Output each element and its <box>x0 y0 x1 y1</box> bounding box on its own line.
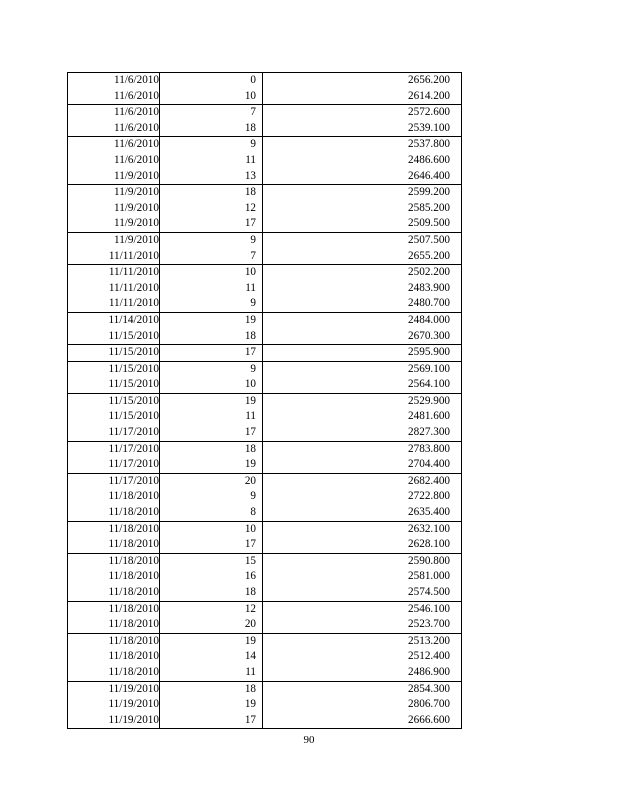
date-cell: 11/17/2010 <box>68 425 160 441</box>
table-row <box>68 345 462 362</box>
count-cell: 17 <box>160 425 263 441</box>
date-cell: 11/17/2010 <box>68 441 160 457</box>
date-cell: 11/6/2010 <box>68 89 160 105</box>
count-cell: 11 <box>160 281 263 297</box>
count-cell: 18 <box>160 441 263 457</box>
date-cell: 11/17/2010 <box>68 473 160 489</box>
count-cell: 9 <box>160 137 263 153</box>
count-cell: 18 <box>160 121 263 137</box>
count-cell: 17 <box>160 345 263 362</box>
value-cell: 2569.100 <box>263 361 462 377</box>
value-cell: 2483.900 <box>263 281 462 297</box>
table-row <box>68 296 462 312</box>
table-row <box>68 569 462 585</box>
table-row <box>68 553 462 569</box>
date-cell: 11/18/2010 <box>68 569 160 585</box>
table-row <box>68 633 462 649</box>
date-cell: 11/11/2010 <box>68 296 160 312</box>
table-row <box>68 473 462 489</box>
count-cell: 9 <box>160 361 263 377</box>
count-cell: 18 <box>160 329 263 345</box>
value-cell: 2509.500 <box>263 216 462 232</box>
date-cell: 11/9/2010 <box>68 185 160 201</box>
count-cell: 17 <box>160 537 263 553</box>
value-cell: 2481.600 <box>263 409 462 425</box>
table-row <box>68 457 462 473</box>
table-row <box>68 377 462 393</box>
table-row <box>68 73 462 89</box>
count-cell: 10 <box>160 265 263 281</box>
value-cell: 2656.200 <box>263 73 462 89</box>
table-row <box>68 265 462 281</box>
count-cell: 16 <box>160 569 263 585</box>
date-cell: 11/6/2010 <box>68 153 160 169</box>
value-cell: 2507.500 <box>263 232 462 248</box>
table-row <box>68 329 462 345</box>
value-cell: 2512.400 <box>263 649 462 665</box>
date-cell: 11/6/2010 <box>68 121 160 137</box>
date-cell: 11/19/2010 <box>68 713 160 729</box>
count-cell: 17 <box>160 216 263 232</box>
page-number: 90 <box>303 734 315 746</box>
table-row <box>68 89 462 105</box>
table-row <box>68 617 462 633</box>
value-cell: 2670.300 <box>263 329 462 345</box>
value-cell: 2655.200 <box>263 249 462 265</box>
date-cell: 11/15/2010 <box>68 393 160 409</box>
table-row <box>68 121 462 137</box>
date-cell: 11/15/2010 <box>68 329 160 345</box>
date-cell: 11/11/2010 <box>68 281 160 297</box>
date-cell: 11/6/2010 <box>68 73 160 89</box>
value-cell: 2590.800 <box>263 553 462 569</box>
table-row <box>68 537 462 553</box>
table-row <box>68 185 462 201</box>
value-cell: 2827.300 <box>263 425 462 441</box>
value-cell: 2614.200 <box>263 89 462 105</box>
table-row <box>68 409 462 425</box>
date-cell: 11/9/2010 <box>68 232 160 248</box>
count-cell: 8 <box>160 505 263 521</box>
value-cell: 2599.200 <box>263 185 462 201</box>
table-row <box>68 361 462 377</box>
value-cell: 2484.000 <box>263 312 462 328</box>
value-cell: 2783.800 <box>263 441 462 457</box>
value-cell: 2635.400 <box>263 505 462 521</box>
count-cell: 12 <box>160 601 263 617</box>
table-row <box>68 169 462 185</box>
count-cell: 15 <box>160 553 263 569</box>
value-cell: 2523.700 <box>263 617 462 633</box>
value-cell: 2585.200 <box>263 201 462 217</box>
table-row <box>68 281 462 297</box>
count-cell: 10 <box>160 521 263 537</box>
count-cell: 19 <box>160 457 263 473</box>
table-row <box>68 585 462 601</box>
date-cell: 11/18/2010 <box>68 521 160 537</box>
table-row <box>68 425 462 441</box>
value-cell: 2632.100 <box>263 521 462 537</box>
table-row <box>68 201 462 217</box>
value-cell: 2529.900 <box>263 393 462 409</box>
count-cell: 12 <box>160 201 263 217</box>
table-row <box>68 312 462 328</box>
value-cell: 2513.200 <box>263 633 462 649</box>
count-cell: 10 <box>160 89 263 105</box>
count-cell: 19 <box>160 633 263 649</box>
date-cell: 11/19/2010 <box>68 681 160 697</box>
date-cell: 11/18/2010 <box>68 633 160 649</box>
date-cell: 11/9/2010 <box>68 169 160 185</box>
value-cell: 2581.000 <box>263 569 462 585</box>
count-cell: 20 <box>160 473 263 489</box>
count-cell: 9 <box>160 232 263 248</box>
date-cell: 11/18/2010 <box>68 649 160 665</box>
value-cell: 2480.700 <box>263 296 462 312</box>
data-table <box>67 72 462 729</box>
count-cell: 19 <box>160 312 263 328</box>
value-cell: 2546.100 <box>263 601 462 617</box>
table-row <box>68 105 462 121</box>
date-cell: 11/15/2010 <box>68 361 160 377</box>
date-cell: 11/6/2010 <box>68 105 160 121</box>
date-cell: 11/18/2010 <box>68 489 160 505</box>
table-row <box>68 393 462 409</box>
count-cell: 18 <box>160 185 263 201</box>
count-cell: 10 <box>160 377 263 393</box>
value-cell: 2806.700 <box>263 697 462 713</box>
value-cell: 2486.900 <box>263 665 462 681</box>
count-cell: 11 <box>160 153 263 169</box>
date-cell: 11/18/2010 <box>68 601 160 617</box>
table-row <box>68 665 462 681</box>
date-cell: 11/18/2010 <box>68 665 160 681</box>
date-cell: 11/18/2010 <box>68 585 160 601</box>
date-cell: 11/18/2010 <box>68 553 160 569</box>
count-cell: 19 <box>160 393 263 409</box>
count-cell: 13 <box>160 169 263 185</box>
value-cell: 2722.800 <box>263 489 462 505</box>
count-cell: 20 <box>160 617 263 633</box>
count-cell: 11 <box>160 409 263 425</box>
date-cell: 11/11/2010 <box>68 249 160 265</box>
table-row <box>68 489 462 505</box>
date-cell: 11/6/2010 <box>68 137 160 153</box>
date-cell: 11/17/2010 <box>68 457 160 473</box>
table-row <box>68 681 462 697</box>
table-row <box>68 505 462 521</box>
value-cell: 2574.500 <box>263 585 462 601</box>
count-cell: 18 <box>160 681 263 697</box>
value-cell: 2502.200 <box>263 265 462 281</box>
table-row <box>68 232 462 248</box>
date-cell: 11/15/2010 <box>68 409 160 425</box>
value-cell: 2537.800 <box>263 137 462 153</box>
value-cell: 2682.400 <box>263 473 462 489</box>
table-row <box>68 137 462 153</box>
value-cell: 2854.300 <box>263 681 462 697</box>
count-cell: 9 <box>160 296 263 312</box>
count-cell: 19 <box>160 697 263 713</box>
value-cell: 2539.100 <box>263 121 462 137</box>
date-cell: 11/14/2010 <box>68 312 160 328</box>
count-cell: 11 <box>160 665 263 681</box>
count-cell: 17 <box>160 713 263 729</box>
value-cell: 2704.400 <box>263 457 462 473</box>
table-body <box>68 73 462 729</box>
table-row <box>68 649 462 665</box>
date-cell: 11/9/2010 <box>68 216 160 232</box>
value-cell: 2486.600 <box>263 153 462 169</box>
date-cell: 11/19/2010 <box>68 697 160 713</box>
count-cell: 7 <box>160 105 263 121</box>
value-cell: 2595.900 <box>263 345 462 362</box>
date-cell: 11/18/2010 <box>68 537 160 553</box>
table-row <box>68 713 462 729</box>
value-cell: 2564.100 <box>263 377 462 393</box>
value-cell: 2646.400 <box>263 169 462 185</box>
table-row <box>68 601 462 617</box>
value-cell: 2666.600 <box>263 713 462 729</box>
table-row <box>68 153 462 169</box>
table-row <box>68 216 462 232</box>
date-cell: 11/15/2010 <box>68 345 160 362</box>
count-cell: 14 <box>160 649 263 665</box>
date-cell: 11/11/2010 <box>68 265 160 281</box>
table-row <box>68 441 462 457</box>
table-row <box>68 249 462 265</box>
table-row <box>68 697 462 713</box>
date-cell: 11/9/2010 <box>68 201 160 217</box>
value-cell: 2628.100 <box>263 537 462 553</box>
count-cell: 0 <box>160 73 263 89</box>
count-cell: 7 <box>160 249 263 265</box>
date-cell: 11/18/2010 <box>68 505 160 521</box>
value-cell: 2572.600 <box>263 105 462 121</box>
count-cell: 18 <box>160 585 263 601</box>
count-cell: 9 <box>160 489 263 505</box>
date-cell: 11/15/2010 <box>68 377 160 393</box>
table-row <box>68 521 462 537</box>
date-cell: 11/18/2010 <box>68 617 160 633</box>
